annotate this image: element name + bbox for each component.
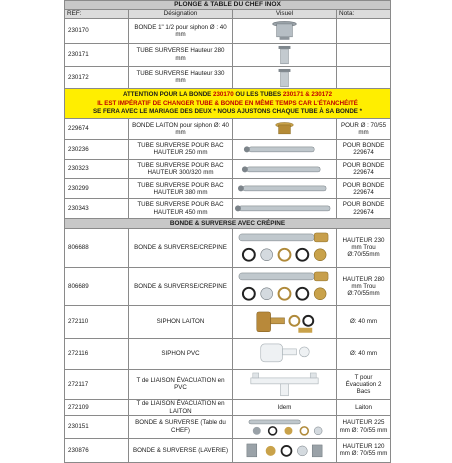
- table-row: [65, 118, 391, 139]
- ref-cell: 230236: [65, 139, 129, 159]
- col-header-visuel: Visuel: [233, 10, 337, 19]
- ref-cell: 806688: [65, 228, 129, 267]
- nota-cell: [337, 19, 391, 44]
- bonde-kit-icon: [233, 268, 336, 306]
- bonde-drain-icon: [233, 19, 336, 43]
- nota-cell: POUR BONDE 229674: [337, 199, 391, 219]
- visual-pvc-siphon: [233, 338, 337, 369]
- designation-cell: BONDE & SURVERSE/CREPINE: [129, 228, 233, 267]
- ref-cell: 230151: [65, 415, 129, 438]
- nota-cell: POUR BONDE 229674: [337, 159, 391, 179]
- laverie-kit-icon: [233, 439, 336, 463]
- attention-line-3: SE FERA AVEC LE MARIAGE DES DEUX * NOUS AJUSTONS CHAQUE TUBE À SA BONDE *: [92, 107, 363, 115]
- designation-cell: TUBE SURVERSE POUR BAC HAUTEUR 300/320 mm: [129, 159, 233, 179]
- nota-cell: T pour Évacuation 2 Bacs: [337, 369, 391, 400]
- nota-cell: Ø: 40 mm: [337, 338, 391, 369]
- designation-cell: TUBE SURVERSE Hauteur 330 mm: [129, 66, 233, 89]
- visual-text-cell: Idem: [233, 400, 337, 415]
- ref-cell: 230323: [65, 159, 129, 179]
- visual-kit: [233, 228, 337, 267]
- designation-cell: SIPHON PVC: [129, 338, 233, 369]
- visual-overflow-tube: [233, 66, 337, 89]
- ref-cell: 230343: [65, 199, 129, 219]
- table-row: [65, 306, 391, 339]
- attention-text: ATTENTION POUR LA BONDE: [122, 91, 214, 99]
- attention-text: OU LES TUBES: [233, 91, 283, 99]
- designation-cell: T de LIAISON ÉVACUATION en LAITON: [129, 400, 233, 415]
- ref-cell: 806689: [65, 267, 129, 306]
- ref-cell: 230876: [65, 438, 129, 463]
- ref-cell: 230172: [65, 66, 129, 89]
- table-row: [65, 159, 391, 179]
- ref-cell: 272117: [65, 369, 129, 400]
- visual-long-tube: [233, 179, 337, 199]
- visual-bonde-drain: [233, 19, 337, 44]
- table-row: [65, 199, 391, 219]
- ref-cell: 272109: [65, 400, 129, 415]
- designation-cell: BONDE & SURVERSE (LAVERIE): [129, 438, 233, 463]
- designation-cell: TUBE SURVERSE POUR BAC HAUTEUR 380 mm: [129, 179, 233, 199]
- long-tube-icon: [233, 199, 336, 218]
- nota-cell: POUR Ø : 70/55 mm: [337, 118, 391, 139]
- bonde-kit-icon: [233, 229, 336, 267]
- designation-cell: TUBE SURVERSE POUR BAC HAUTEUR 450 mm: [129, 199, 233, 219]
- nota-cell: HAUTEUR 280 mm Trou Ø:70/55mm: [337, 267, 391, 306]
- table-row: [65, 19, 391, 44]
- table-row: [65, 400, 391, 415]
- long-tube-icon: [233, 140, 336, 159]
- visual-brass-siphon: [233, 306, 337, 339]
- long-tube-icon: [233, 179, 336, 198]
- visual-kit: [233, 267, 337, 306]
- table-row: [65, 228, 391, 267]
- designation-cell: BONDE & SURVERSE (Table du CHEF): [129, 415, 233, 438]
- nota-cell: HAUTEUR 230 mm Trou Ø:70/55mm: [337, 228, 391, 267]
- table-row: [65, 139, 391, 159]
- col-header-nota: Nota:: [337, 10, 391, 19]
- designation-cell: BONDE & SURVERSE/CREPINE: [129, 267, 233, 306]
- nota-cell: HAUTEUR 225 mm Ø: 70/55 mm: [337, 415, 391, 438]
- visual-brass-bonde: [233, 118, 337, 139]
- section-title: BONDE & SURVERSE AVEC CRÉPINE: [65, 218, 391, 228]
- visual-long-tube: [233, 139, 337, 159]
- table-row: [65, 438, 391, 463]
- designation-cell: BONDE 1" 1/2 pour siphon Ø : 40 mm: [129, 19, 233, 44]
- visual-pvc-tee: [233, 369, 337, 400]
- table-row: [65, 66, 391, 89]
- visual-long-tube: [233, 159, 337, 179]
- nota-cell: POUR BONDE 229674: [337, 179, 391, 199]
- ref-cell: 230171: [65, 43, 129, 66]
- nota-cell: [337, 66, 391, 89]
- table-row: [65, 338, 391, 369]
- table-row: [65, 43, 391, 66]
- table-row: [65, 179, 391, 199]
- pvc-siphon-icon: [233, 339, 336, 369]
- col-header-ref: REF:: [65, 10, 129, 19]
- pvc-tee-icon: [233, 370, 336, 400]
- designation-cell: BONDE LAITON pour siphon Ø: 40 mm: [129, 118, 233, 139]
- attention-ref: 230170: [213, 91, 234, 99]
- nota-cell: POUR BONDE 229674: [337, 139, 391, 159]
- ref-cell: 230299: [65, 179, 129, 199]
- nota-cell: HAUTEUR 120 mm Ø: 70/55 mm: [337, 438, 391, 463]
- table-row: [65, 415, 391, 438]
- visual-long-tube: [233, 199, 337, 219]
- visual-chef-kit: [233, 415, 337, 438]
- designation-cell: SIPHON LAITON: [129, 306, 233, 339]
- long-tube-icon: [233, 160, 336, 179]
- overflow-tube-icon: [233, 44, 336, 66]
- table-row: [65, 369, 391, 400]
- col-header-designation: Désignation: [129, 10, 233, 19]
- ref-cell: 272116: [65, 338, 129, 369]
- attention-banner: [65, 89, 391, 119]
- attention-line-1: [68, 91, 387, 99]
- nota-cell: Laiton: [337, 400, 391, 415]
- catalog-table: [64, 0, 391, 463]
- table-row: [65, 267, 391, 306]
- price-sheet: [64, 0, 390, 458]
- ref-cell: 272110: [65, 306, 129, 339]
- designation-cell: TUBE SURVERSE POUR BAC HAUTEUR 250 mm: [129, 139, 233, 159]
- nota-cell: [337, 43, 391, 66]
- designation-cell: T de LIAISON ÉVACUATION en PVC: [129, 369, 233, 400]
- brass-siphon-icon: [233, 306, 336, 338]
- nota-cell: Ø: 40 mm: [337, 306, 391, 339]
- attention-ref: 230171 & 230172: [282, 91, 333, 99]
- attention-line-2: IL EST IMPÉRATIF DE CHANGER TUBE & BONDE EN MÊME TEMPS CAR L'ÉTANCHÉITÉ: [97, 99, 358, 107]
- designation-cell: TUBE SURVERSE Hauteur 280 mm: [129, 43, 233, 66]
- chef-kit-icon: [233, 416, 336, 438]
- table-title: PLONGE & TABLE DU CHEF INOX: [65, 1, 391, 10]
- visual-laverie-kit: [233, 438, 337, 463]
- overflow-tube-icon: [233, 67, 336, 89]
- visual-overflow-tube: [233, 43, 337, 66]
- brass-bonde-icon: [233, 119, 336, 139]
- ref-cell: 229674: [65, 118, 129, 139]
- ref-cell: 230170: [65, 19, 129, 44]
